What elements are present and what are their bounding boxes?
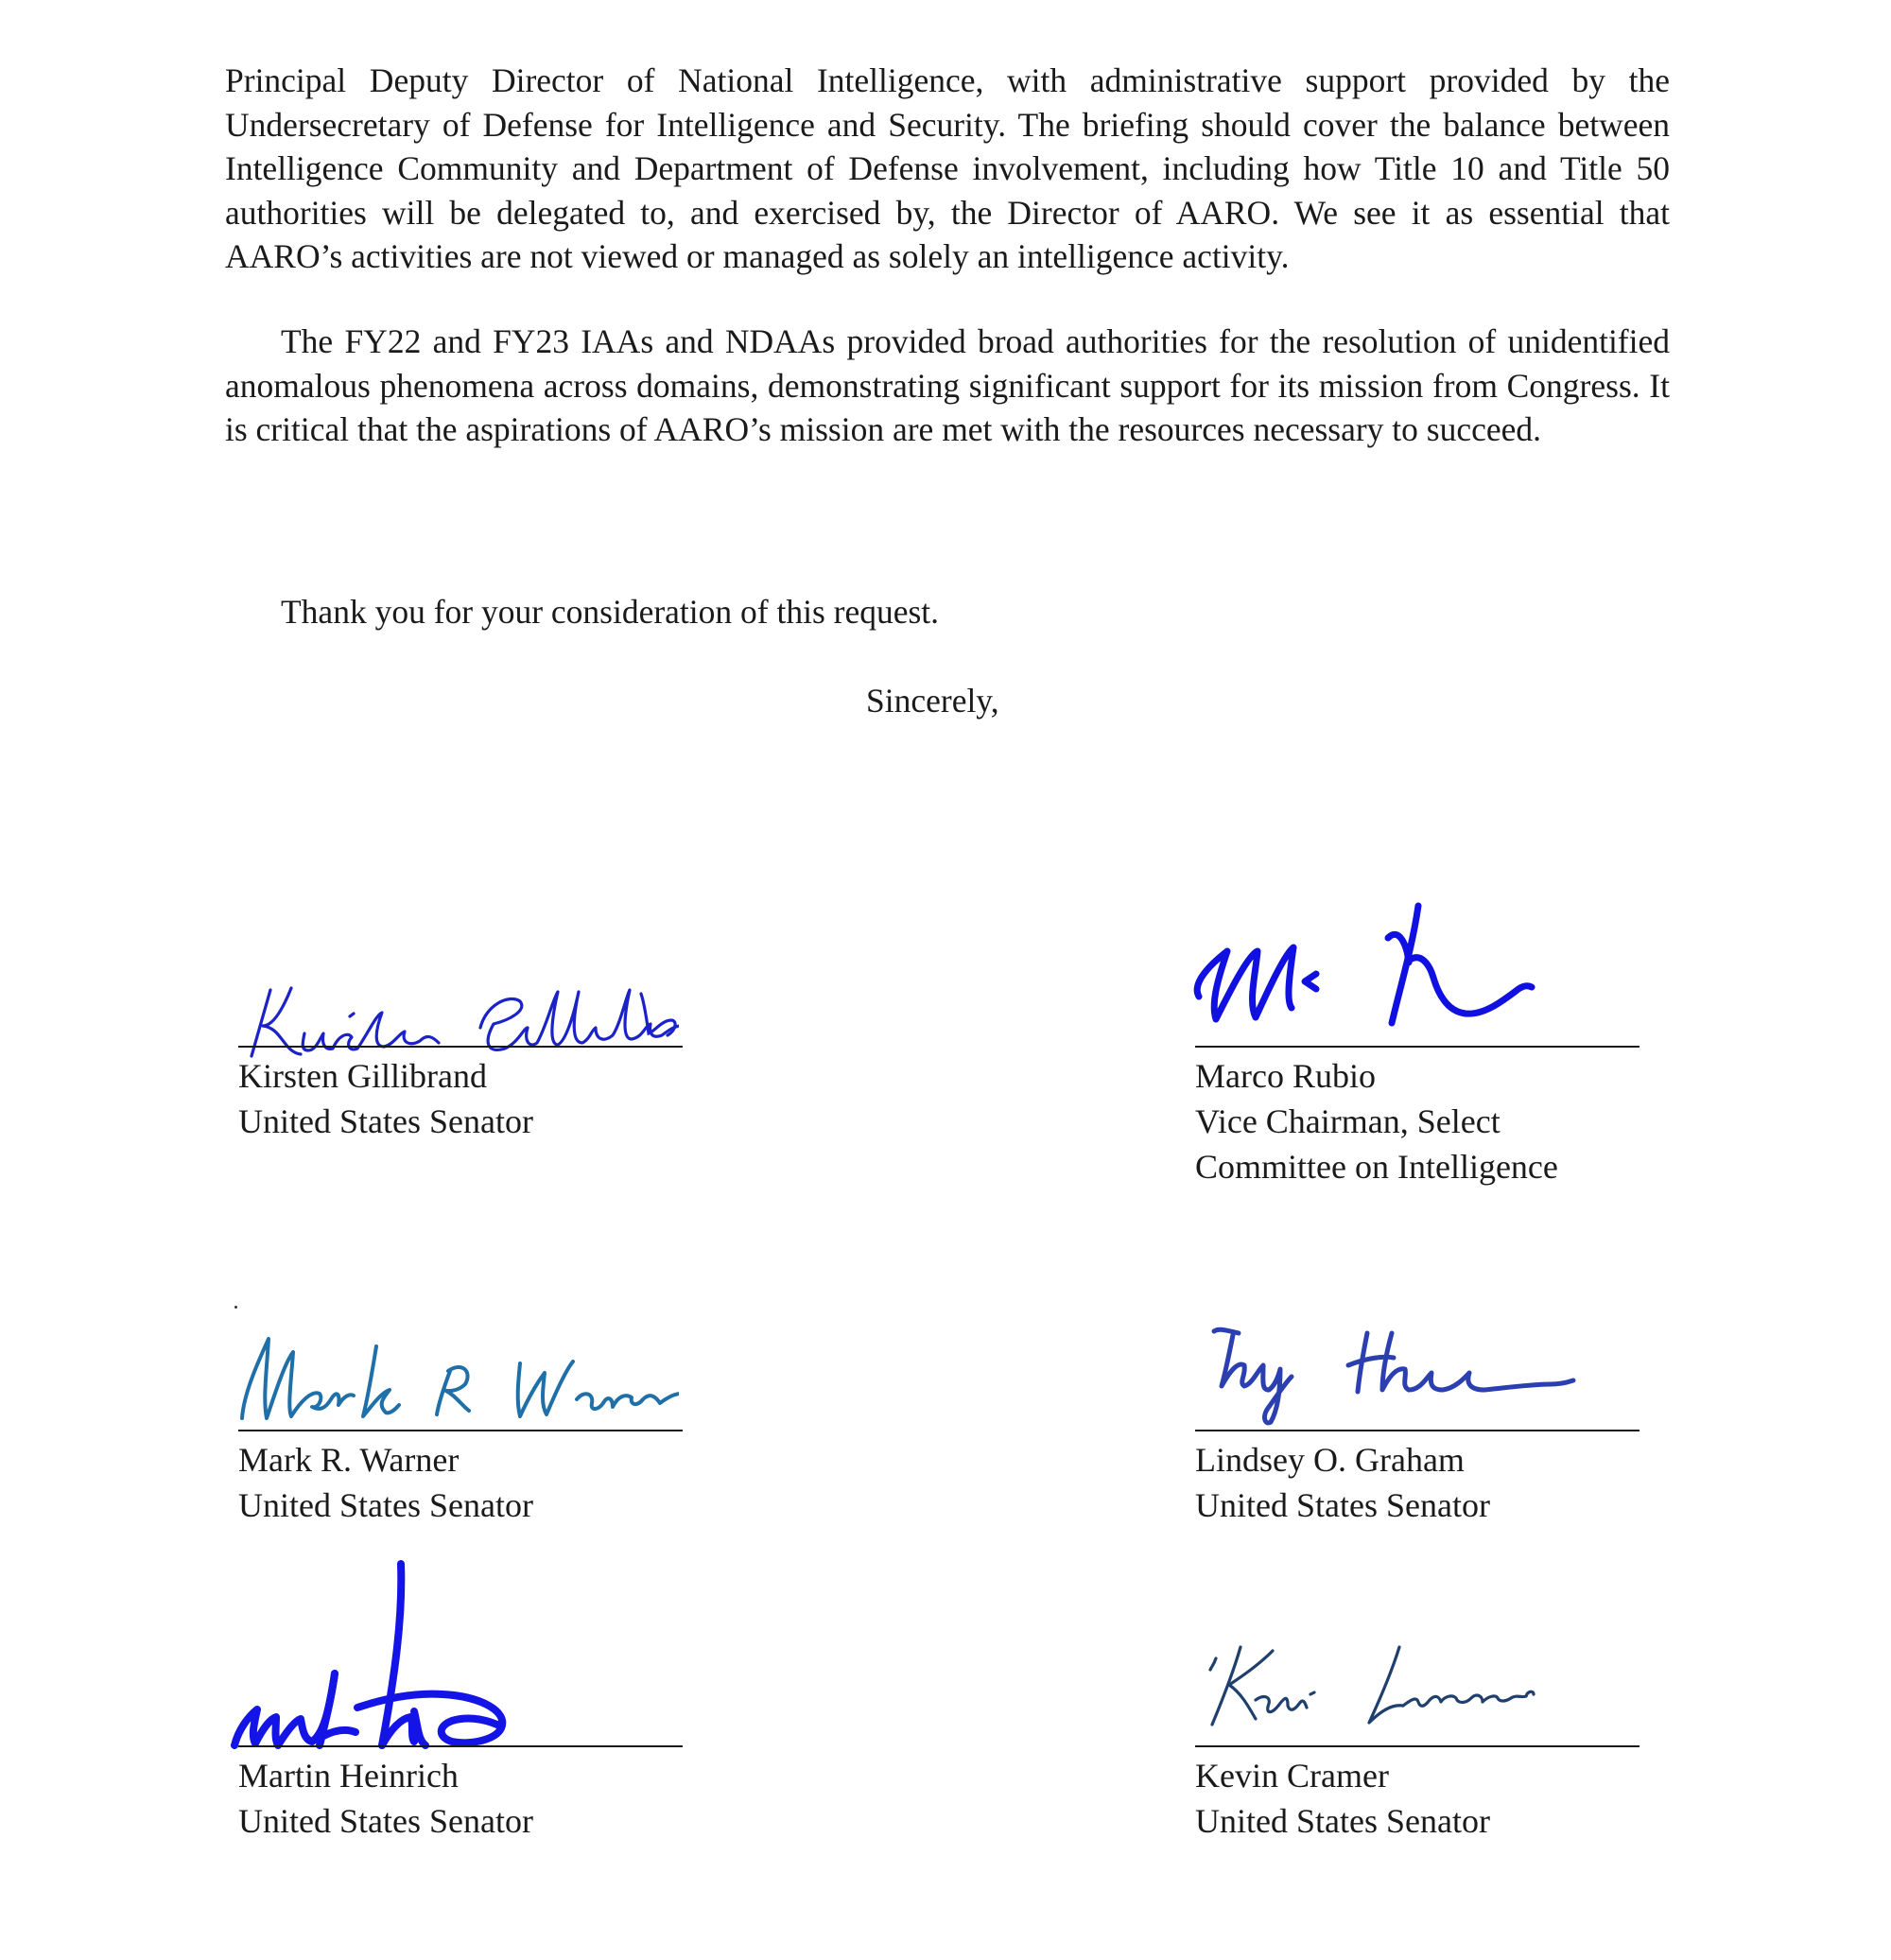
closing-salutation: Sincerely, [866, 682, 999, 720]
signatory-title-line-2: Committee on Intelligence [1195, 1148, 1558, 1186]
signature-line [238, 1046, 683, 1048]
handwritten-signature-warner [225, 1295, 679, 1432]
signature-block-gillibrand [225, 908, 679, 1153]
handwritten-signature-cramer [1182, 1607, 1636, 1749]
signatory-title: United States Senator [238, 1802, 533, 1840]
body-paragraph-1: Principal Deputy Director of National Intelligence, with administrative support provided by the Undersecretary of Defense for Intelligence and Security. The briefing should cover the balance between Intelligence Community and Department of Defense involvement, including how Title 10 and Title 50 authorities will be delegated to, and exercised by, the Director of AARO. We see it as essential that AARO’s activities are not viewed or managed as solely an intelligence activity. [225, 61, 1670, 275]
body-paragraph-3: Thank you for your consideration of this request. [281, 593, 940, 631]
handwritten-signature-graham [1182, 1295, 1636, 1432]
signatory-name: Martin Heinrich [238, 1757, 459, 1795]
signature-block-warner [225, 1295, 679, 1541]
signatory-title: United States Senator [238, 1102, 533, 1140]
signature-block-rubio [1182, 879, 1636, 1191]
handwritren-signature-rubio [1182, 879, 1636, 1049]
handwritten-signature-gillibrand [225, 908, 679, 1078]
signature-block-graham [1182, 1295, 1636, 1541]
signatory-name: Kirsten Gillibrand [238, 1057, 487, 1095]
signatory-title: United States Senator [238, 1486, 533, 1524]
signature-line [1195, 1745, 1639, 1747]
signature-line [238, 1745, 683, 1747]
signatory-name: Mark R. Warner [238, 1441, 460, 1479]
signatory-name: Lindsey O. Graham [1195, 1441, 1465, 1479]
signature-line [1195, 1430, 1639, 1431]
signature-block-heinrich [225, 1560, 679, 1872]
signatory-title: United States Senator [1195, 1802, 1490, 1840]
body-paragraph-2: The FY22 and FY23 IAAs and NDAAs provided broad authorities for the resolution of unidentified anomalous phenomena across domains, demonstrating significant support for its mission from Congress. It is critical that the aspirations of AARO’s mission are met with the resources necessary to succeed. [225, 322, 1670, 448]
handwritten-signature-heinrich [225, 1560, 679, 1749]
signatory-title: United States Senator [1195, 1486, 1490, 1524]
signatory-name: Kevin Cramer [1195, 1757, 1389, 1795]
signature-block-cramer [1182, 1607, 1636, 1872]
signatory-name: Marco Rubio [1195, 1057, 1376, 1095]
signature-line [238, 1430, 683, 1431]
signature-line [1195, 1046, 1639, 1048]
signatory-title-line-1: Vice Chairman, Select [1195, 1102, 1501, 1140]
